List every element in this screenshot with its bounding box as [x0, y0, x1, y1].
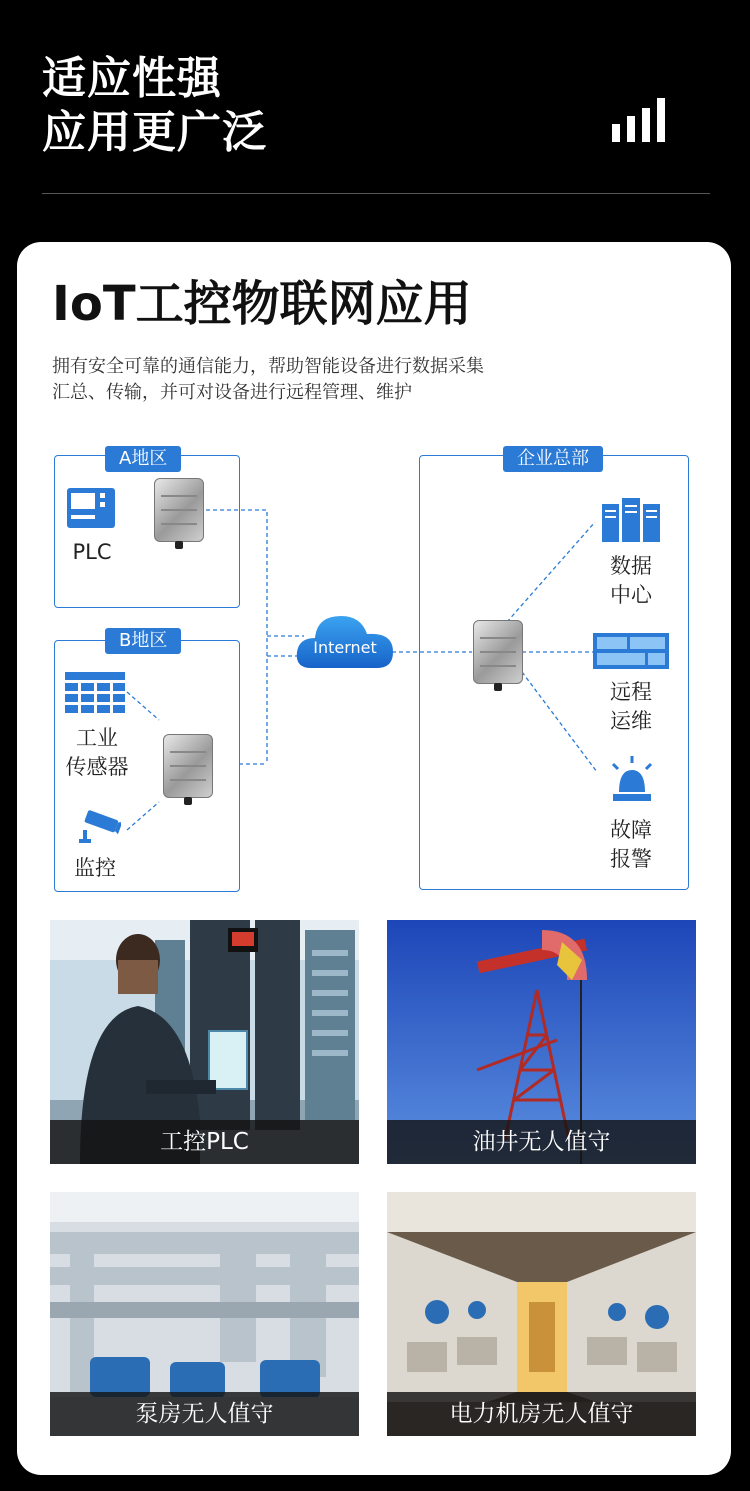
- monitor-label: 监控: [74, 856, 116, 880]
- region-a-box: [54, 455, 240, 608]
- sensor-label-line-2: 传感器: [65, 755, 129, 779]
- divider: [42, 193, 710, 194]
- hq-tag: 企业总部: [503, 446, 603, 472]
- alarm-line-1: 故障: [610, 818, 652, 842]
- router-hq-icon: [473, 620, 523, 684]
- photo-caption-industrial-control: 工控PLC: [50, 1120, 359, 1164]
- internet-label: Internet: [313, 638, 377, 657]
- remote-ops-label: [597, 678, 665, 736]
- photo-pump-room[interactable]: [50, 1192, 359, 1436]
- card-desc-line-1: 拥有安全可靠的通信能力，帮助智能设备进行数据采集: [52, 356, 484, 377]
- photo-power-room[interactable]: [387, 1192, 696, 1436]
- region-b-tag: B地区: [105, 628, 181, 654]
- photo-caption-pump-room: 泵房无人值守: [50, 1392, 359, 1436]
- alarm-label: [597, 816, 665, 874]
- card-title: IoT工控物联网应用: [52, 276, 472, 332]
- card-desc-line-2: 汇总、传输，并可对设备进行远程管理、维护: [52, 382, 412, 403]
- sensor-label-line-1: 工业: [76, 726, 118, 750]
- signal-bars-icon: [612, 98, 670, 142]
- photo-caption-power-room: 电力机房无人值守: [387, 1392, 696, 1436]
- camera-icon: [77, 810, 121, 844]
- hero-title: [42, 52, 267, 160]
- plc-label: PLC: [72, 540, 112, 564]
- data-center-line-1: 数据: [610, 554, 652, 578]
- alarm-line-2: 报警: [610, 847, 652, 871]
- hero-line-2: 应用更广泛: [42, 107, 267, 158]
- photo-industrial-control[interactable]: [50, 920, 359, 1164]
- router-a-icon: [154, 478, 204, 542]
- data-center-icon: [602, 498, 660, 542]
- hero-line-1: 适应性强: [42, 53, 222, 104]
- alarm-icon: [607, 756, 657, 802]
- plc-icon: [67, 488, 115, 528]
- data-center-label: [597, 552, 665, 610]
- region-a-tag: A地区: [105, 446, 181, 472]
- sensor-grid-icon: [65, 672, 125, 714]
- data-center-line-2: 中心: [610, 583, 652, 607]
- sensor-label: [57, 724, 137, 782]
- remote-ops-line-1: 远程: [610, 680, 652, 704]
- remote-ops-icon: [593, 633, 669, 669]
- photo-caption-oil-well: 油井无人值守: [387, 1120, 696, 1164]
- network-diagram: [17, 242, 731, 922]
- router-b-icon: [163, 734, 213, 798]
- photo-oil-well[interactable]: [387, 920, 696, 1164]
- remote-ops-line-2: 运维: [610, 709, 652, 733]
- application-card: [17, 242, 731, 1475]
